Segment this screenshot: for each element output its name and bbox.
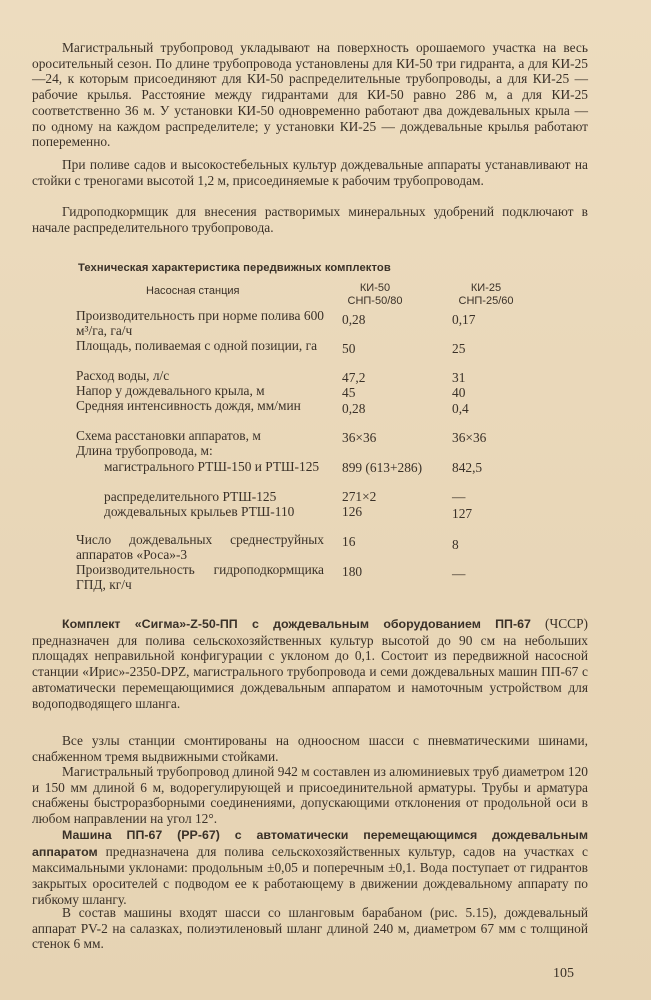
page-number: 105 (553, 966, 574, 981)
row-value-ki25: 8 (452, 537, 459, 552)
row-label: Производительность гидроподкормщика ГПД, кг/ч (76, 562, 324, 592)
row-value-ki25: — (452, 566, 466, 581)
row-value-ki50: 16 (342, 534, 356, 549)
paragraph-gardens: При поливе садов и высокостебельных культур дождевальные аппараты устанавливают на стойки с треногами высотой 1,2 м, присоединяемые к рабочим трубопроводам. (32, 157, 588, 188)
row-value-ki25: 127 (452, 506, 473, 521)
paragraph-text: В состав машины входят шасси со шланговым барабаном (рис. 5.15), дождевальный аппарат PV-2 на салазках, полиэтиленовый шланг длиной 240 м, диаметром 67 мм с толщиной стенок 6 мм. (32, 905, 588, 952)
row-value-ki25: 0,4 (452, 401, 469, 416)
row-value-ki50: 36×36 (342, 430, 377, 445)
row-label: Площадь, поливаемая с одной позиции, га (76, 338, 318, 353)
row-value-ki50: 0,28 (342, 312, 366, 327)
row-value-ki50: 899 (613+286) (342, 460, 423, 475)
row-label: Число дождевальных среднеструйных аппаратов «Роса»-3 (76, 532, 324, 562)
row-label: дождевальных крыльев РТШ-110 (104, 504, 295, 519)
row-label: распределительного РТШ-125 (104, 489, 277, 504)
row-label: Схема расстановки аппаратов, м (76, 428, 261, 443)
paragraph-machine-parts (32, 905, 588, 952)
paragraph-lead: Комплект «Сигма»-Z-50-ПП с дождевальным оборудованием ПП-67 (62, 617, 531, 631)
row-value-ki25: 40 (452, 385, 466, 400)
row-value-ki25: 25 (452, 341, 466, 356)
col2-header (436, 282, 536, 308)
row-value-ki25: 842,5 (452, 460, 483, 475)
row-label: магистрального РТШ-150 и РТШ-125 (104, 459, 320, 474)
row-value-ki50: 50 (342, 341, 356, 356)
row-label: Длина трубопровода, м: (76, 443, 213, 458)
row-value-ki25: — (452, 489, 466, 504)
row-label: Средняя интенсивность дождя, мм/мин (76, 398, 301, 413)
paragraph-text: предназначена для полива сельскохозяйственных культур, садов на участках с максимальными уклонами: продольным ±0,05 и поперечным ±0,1. Вода поступает от гидрантов закрытых оросителей с подводом ее к работающему в движении дождевальному аппарату по гибкому шлангу. (32, 843, 588, 907)
row-value-ki50: 45 (342, 385, 356, 400)
paragraph-chassis (32, 733, 588, 764)
row-label: Напор у дождевального крыла, м (76, 383, 265, 398)
row-label: Производительность при норме полива 600 м³/га, га/ч (76, 308, 324, 338)
row-value-ki25: 0,17 (452, 312, 476, 327)
row-value-ki50: 180 (342, 564, 363, 579)
paragraph-pp67-machine (32, 827, 588, 908)
row-label: Расход воды, л/с (76, 368, 170, 383)
paragraph-main-pipeline: Магистральный трубопровод укладывают на поверхность орошаемого участка на весь оросительный сезон. По длине трубопровода установлены для КИ-50 три гидранта, а для КИ-25—24, к которым присоединяют для КИ-50 распределительные трубопроводы, а для КИ-25 — рабочие крылья. Расстояние между гидрантами для КИ-50 равно 286 м, а для КИ-25 соответственно 36 м. У установки КИ-50 одновременно работают два дождевальных крыла — по одному на каждом распределителе; у установки КИ-25 — дождевальные крылья работают попеременно. (32, 40, 588, 150)
station-header: Насосная станция (146, 285, 240, 297)
col1-header-model: КИ-50 (359, 282, 391, 294)
paragraph-text: Магистральный трубопровод длиной 942 м составлен из алюминиевых труб диаметром 120 и 150 мм длиной 6 м, водорегулирующей и присоединительной арматуры. Трубы и арматура снабжены быстроразборными соединениями, допускающими отклонения от продольной оси в любом направлении на угол 12°. (32, 764, 588, 827)
row-value-ki50: 47,2 (342, 370, 366, 385)
paragraph-text: (ЧССР) предназначен для полива сельскохозяйственных культур высотой до 90 см на небольших площадях неправильной конфигурации с уклоном до 0,1. Состоит из передвижной насосной станции «Ирис»-2350-DPZ, магистрального трубопровода и семи дождевальных машин ПП-67 с автоматически перемещающимися дождевальным аппаратом и намоточным устройством для водоподводящего шланга. (32, 616, 588, 711)
paragraph-sigma-kit (32, 616, 588, 711)
row-value-ki50: 0,28 (342, 401, 366, 416)
col1-header-station: СНП-50/80 (347, 295, 403, 307)
paragraph-lead: Машина ПП-67 (PP-67) с автоматически перемещающимся дождевальным аппаратом (32, 828, 588, 859)
paragraph-fertilizer: Гидроподкормщик для внесения растворимых минеральных удобрений подключают в начале распределительного трубопровода. (32, 204, 588, 235)
row-value-ki25: 36×36 (452, 430, 487, 445)
paragraph-text: Все узлы станции смонтированы на одноосном шасси с пневматическими шинами, снабженном тремя выдвижными стойками. (32, 733, 588, 764)
paragraph-main-pipe (32, 764, 588, 827)
row-value-ki25: 31 (452, 370, 466, 385)
col2-header-station: СНП-25/60 (458, 295, 514, 307)
table-title: Техническая характеристика передвижных комплектов (78, 262, 391, 274)
col1-header (330, 282, 420, 308)
col2-header-model: КИ-25 (470, 282, 502, 294)
row-value-ki50: 126 (342, 504, 363, 519)
row-value-ki50: 271×2 (342, 489, 377, 504)
